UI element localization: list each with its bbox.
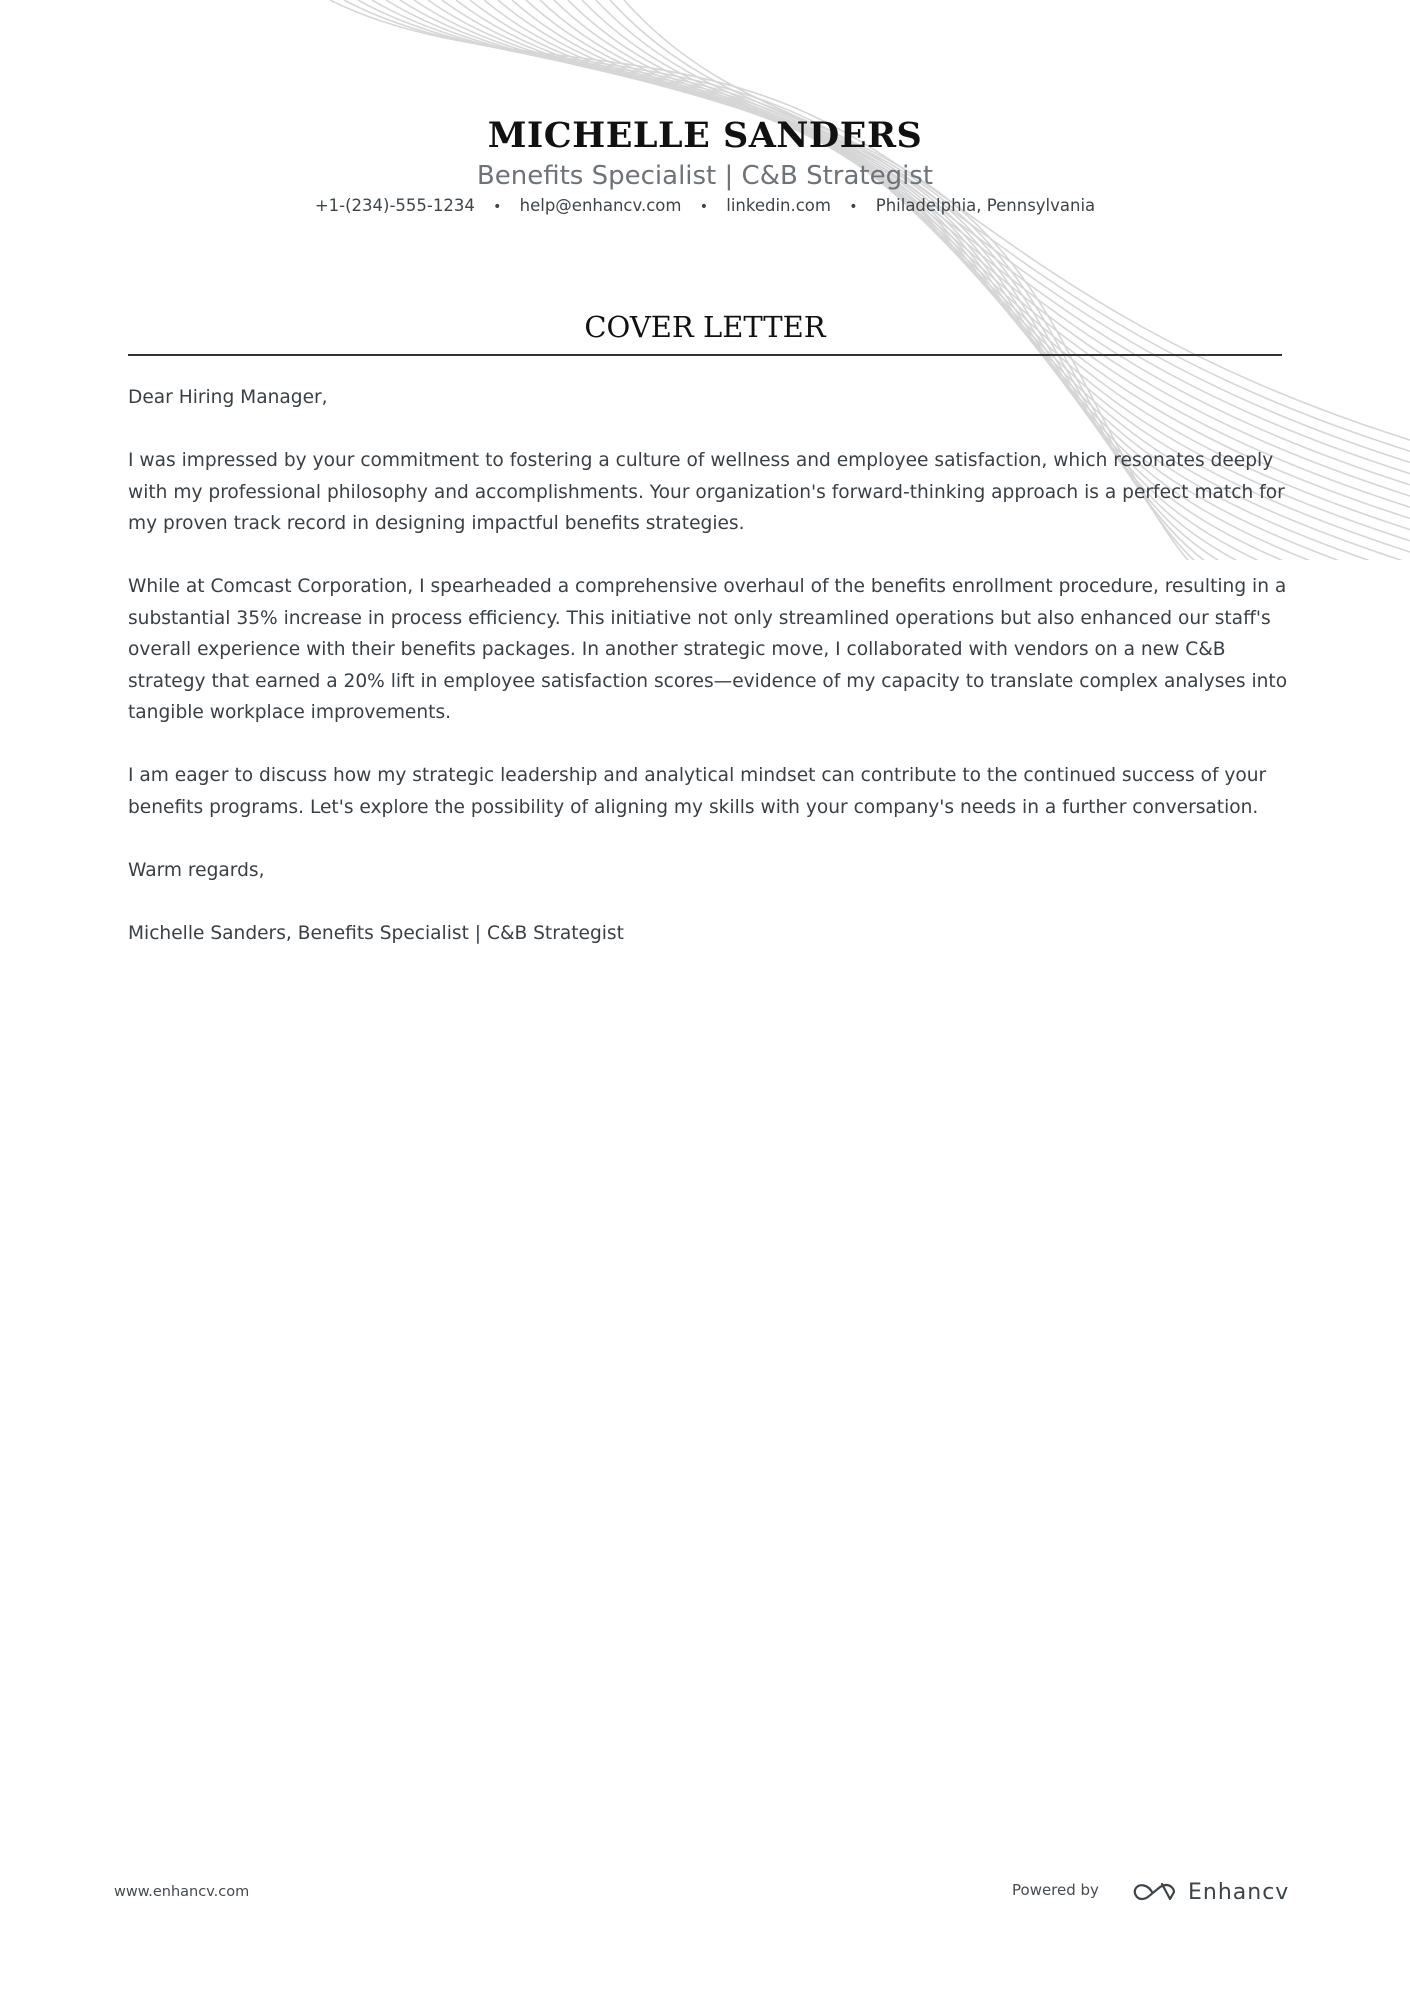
footer-website-link[interactable]: www.enhancv.com xyxy=(114,1884,250,1900)
contact-location: Philadelphia, Pennsylvania xyxy=(875,196,1096,215)
letter-signature: Michelle Sanders, Benefits Specialist | C&B Strategist xyxy=(128,922,624,944)
section-title: COVER LETTER xyxy=(584,310,826,344)
letter-paragraph: I am eager to discuss how my strategic leadership and analytical mindset can contribute to the continued success of your benefits programs. Let's explore the possibility of aligning my skills with your company's needs in a further conversation. xyxy=(128,765,1267,818)
contact-linkedin[interactable]: linkedin.com xyxy=(726,196,831,215)
brand-logo[interactable] xyxy=(1132,1876,1289,1908)
letter-paragraph: I was impressed by your commitment to fostering a culture of wellness and employee satisfaction, which resonates deeply with my professional philosophy and accomplishments. Your organization's forward-thinking approach is a perfect match for my proven track record in designing impactful benefits strategies. xyxy=(128,450,1285,534)
section-divider xyxy=(128,354,1282,356)
contact-separator: • xyxy=(849,199,858,215)
letter-greeting: Dear Hiring Manager, xyxy=(128,387,328,408)
contact-line xyxy=(0,194,1410,219)
candidate-title: Benefits Specialist | C&B Strategist xyxy=(476,161,934,191)
letter-paragraph: While at Comcast Corporation, I spearheaded a comprehensive overhaul of the benefits enrollment procedure, resulting in a substantial 35% increase in process efficiency. This initiative not only streamlined operations but also enhanced our staff's overall experience with their benefits packages. In another strategic move, I collaborated with vendors on a new C&B strategy that earned a 20% lift in employee satisfaction scores—evidence of my capacity to translate complex analyses into tangible workplace improvements. xyxy=(128,576,1288,723)
wave-line xyxy=(330,0,1410,440)
contact-separator: • xyxy=(493,199,502,215)
enhancv-logo-icon xyxy=(1132,1880,1178,1904)
brand-name: Enhancv xyxy=(1188,1879,1290,1905)
contact-separator: • xyxy=(699,199,708,215)
contact-email[interactable]: help@enhancv.com xyxy=(519,196,682,215)
contact-phone: +1-(234)-555-1234 xyxy=(314,196,475,215)
letter-body xyxy=(128,382,1288,981)
resume-header xyxy=(0,108,1410,219)
candidate-name: MICHELLE SANDERS xyxy=(487,115,923,156)
letter-closing: Warm regards, xyxy=(128,859,265,881)
powered-by-label: Powered by xyxy=(1012,1881,1099,1899)
